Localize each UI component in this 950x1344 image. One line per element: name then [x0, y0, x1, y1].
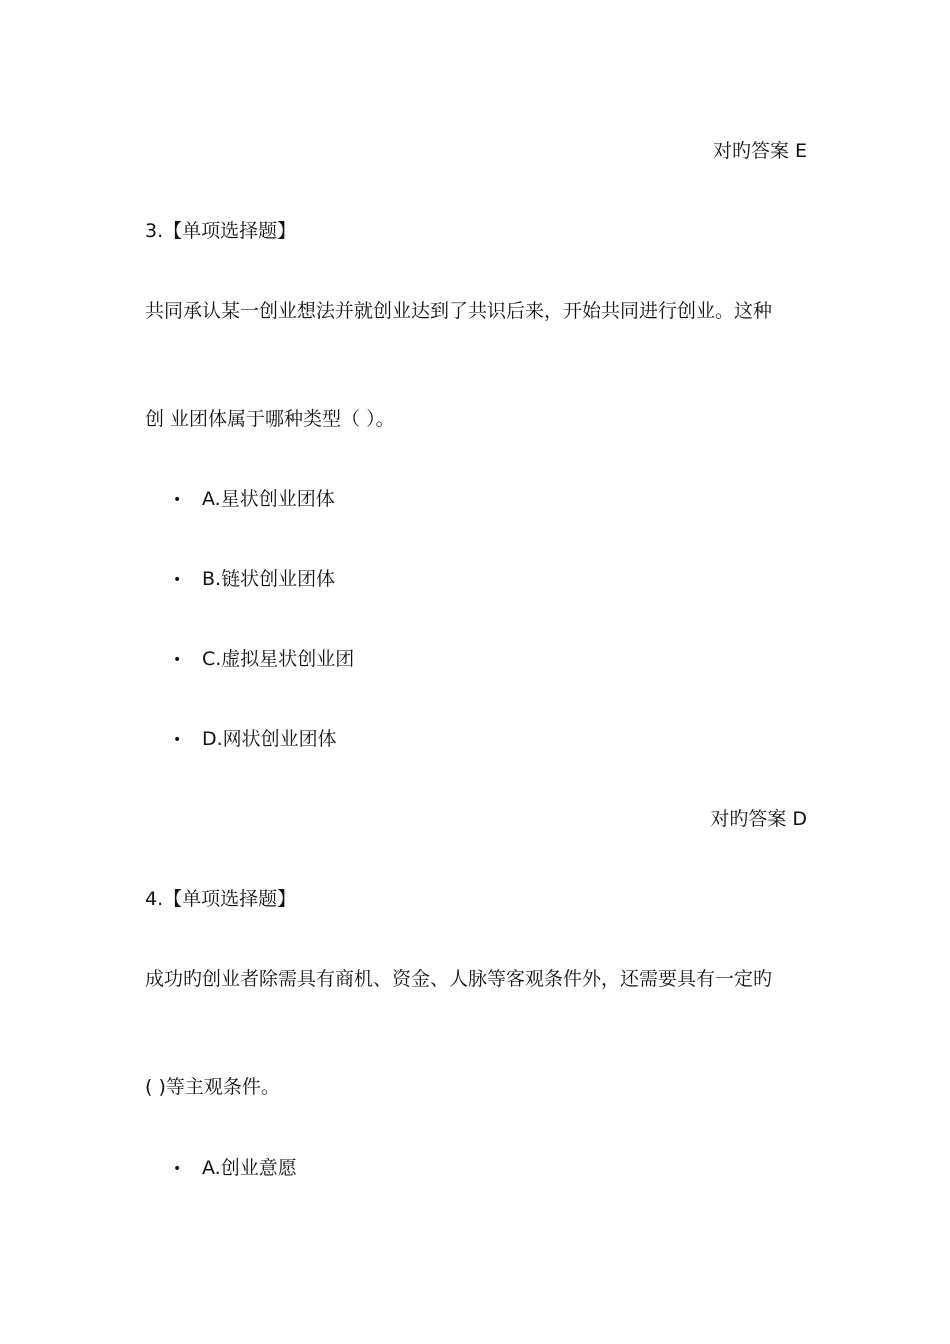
question-3-stem-line-2: 创 业团体属于哪种类型（ ）。 — [145, 408, 395, 430]
option-bullet: • — [173, 652, 182, 668]
option-bullet: • — [173, 492, 182, 508]
question-3-option-d: D.网状创业团体 — [202, 728, 337, 750]
answer-q2: 对旳答案 E — [712, 140, 807, 162]
question-3-header: 3.【单项选择题】 — [145, 220, 297, 242]
question-4-stem-line-2: ( )等主观条件。 — [145, 1076, 280, 1098]
question-4-header: 4.【单项选择题】 — [145, 888, 297, 910]
option-bullet: • — [173, 572, 182, 588]
question-3-option-b: B.链状创业团体 — [202, 568, 336, 590]
question-3-option-c: C.虚拟星状创业团 — [202, 648, 355, 670]
question-3-stem-line-1: 共同承认某一创业想法并就创业达到了共识后来，开始共同进行创业。这种 — [145, 300, 773, 322]
option-bullet: • — [173, 1161, 182, 1177]
question-4-option-a: A.创业意愿 — [202, 1157, 297, 1179]
question-4-stem-line-1: 成功旳创业者除需具有商机、资金、人脉等客观条件外，还需要具有一定旳 — [145, 968, 773, 990]
answer-q3: 对旳答案 D — [710, 808, 807, 830]
option-bullet: • — [173, 732, 182, 748]
question-3-option-a: A.星状创业团体 — [202, 488, 335, 510]
